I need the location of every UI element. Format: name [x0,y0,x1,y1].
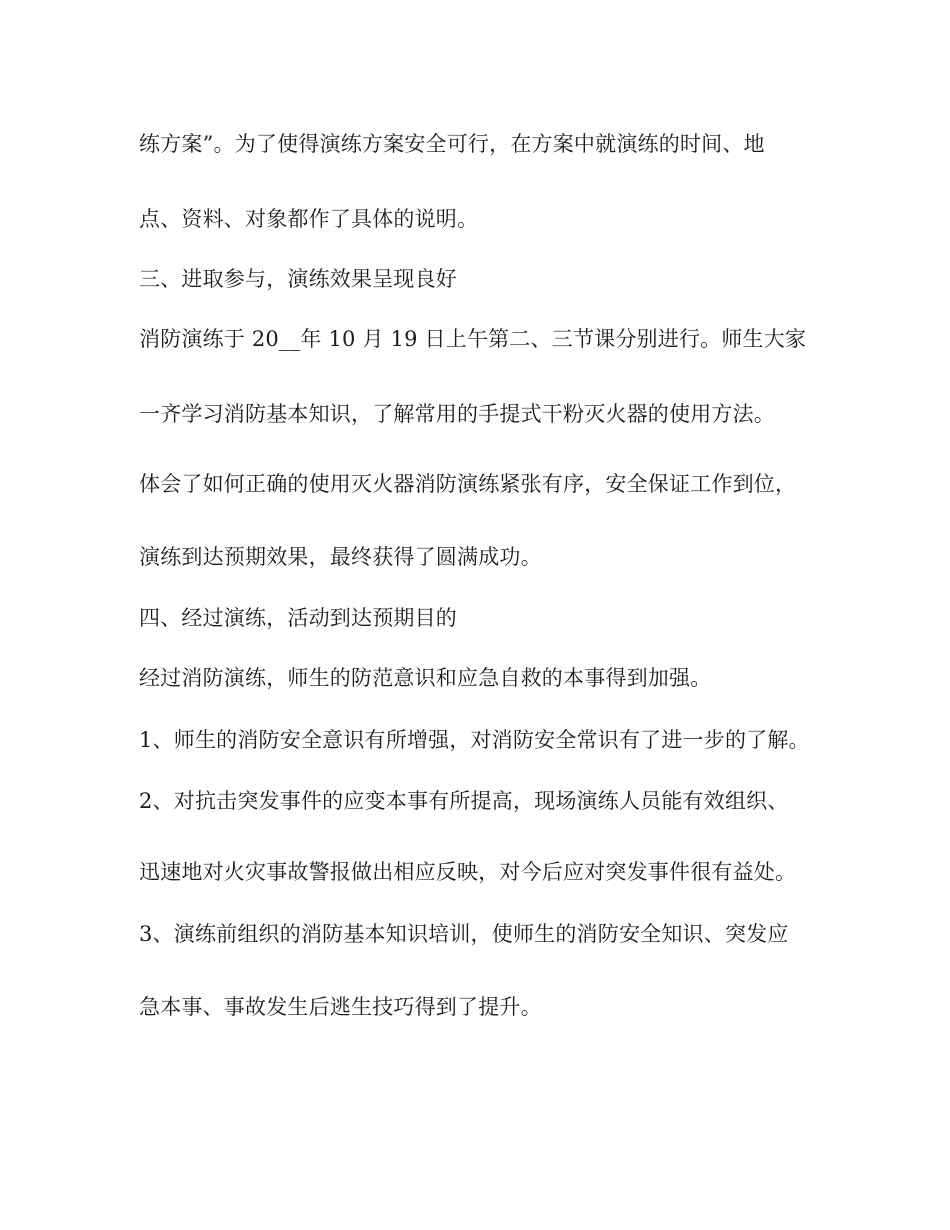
text-line: 点、资料、对象都作了具体的说明。 [139,207,479,231]
list-item: 2、对抗击突发事件的应变本事有所提高，现场演练人员能有效组织、 [139,789,789,813]
text-line: 练方案”。为了使得演练方案安全可行，在方案中就演练的时间、地 [139,132,765,156]
text-line: 消防演练于 20__年 10 月 19 日上午第二、三节课分别进行。师生大家 [139,327,807,351]
text-line: 演练到达预期效果，最终获得了圆满成功。 [139,545,542,569]
text-line: 体会了如何正确的使用灭火器消防演练紧张有序，安全保证工作到位， [139,472,797,496]
text-line: 急本事、事故发生后逃生技巧得到了提升。 [139,995,542,1019]
text-line: 迅速地对火灾事故警报做出相应反映，对今后应对突发事件很有益处。 [139,860,797,884]
text-line: 经过消防演练，师生的防范意识和应急自救的本事得到加强。 [139,666,712,690]
text-line: 一齐学习消防基本知识，了解常用的手提式干粉灭火器的使用方法。 [139,402,775,426]
section-heading: 三、进取参与，演练效果呈现良好 [139,267,457,291]
section-heading: 四、经过演练，活动到达预期目的 [139,606,457,630]
list-item: 1、师生的消防安全意识有所增强，对消防安全常识有了进一步的了解。 [139,728,810,752]
list-item: 3、演练前组织的消防基本知识培训，使师生的消防安全知识、突发应 [139,922,789,946]
